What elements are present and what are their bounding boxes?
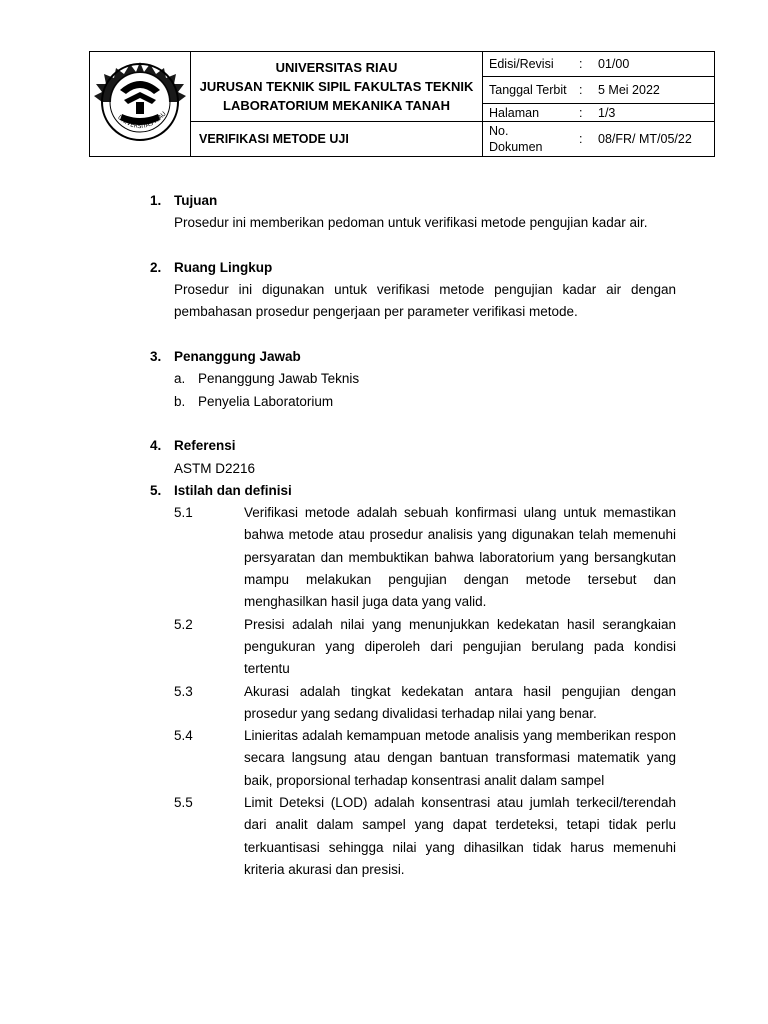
section-title: Penanggung Jawab: [174, 349, 301, 365]
list-letter: b.: [174, 393, 186, 409]
logo-text: UNIVERSITAS RIAU: [116, 110, 168, 131]
section-number: 2.: [150, 259, 162, 275]
definition-number: 5.1: [174, 505, 193, 521]
list-item: [150, 391, 676, 413]
meta-issue-date: [483, 77, 714, 104]
document-meta: [483, 52, 714, 156]
definition-text: Akurasi adalah tingkat kedekatan antara hasil pengujian dengan prosedur yang sedang divalidasi terhadap nilai yang benar.: [244, 683, 676, 721]
section-title: Tujuan: [174, 193, 218, 208]
definition-text: Limit Deteksi (LOD) adalah konsentrasi atau jumlah terkecil/terendah dari analit dalam sampel yang dapat terdeteksi, tetapi tidak perlu terkuantisasi sehingga nilai yang dihasilkan tidak harus memenuhi kriteria akurasi dan presisi.: [244, 795, 676, 877]
document-header: [89, 51, 715, 157]
section-number: 5.: [150, 482, 162, 498]
section-heading: [150, 480, 676, 502]
definition-item: [150, 614, 676, 681]
meta-value: 5 Mei 2022: [598, 83, 660, 97]
meta-edition: [483, 52, 714, 77]
meta-value: 01/00: [598, 57, 630, 71]
section-heading: [150, 435, 676, 457]
meta-page: [483, 104, 714, 122]
section-scope: [150, 257, 676, 324]
meta-label: Halaman: [489, 105, 540, 120]
list-text: Penyelia Laboratorium: [198, 393, 334, 409]
meta-value: 08/FR/ MT/05/22: [598, 132, 692, 146]
section-reference: [150, 435, 676, 480]
meta-colon: :: [579, 132, 583, 146]
definition-number: 5.5: [174, 795, 193, 811]
definition-item: [150, 681, 676, 726]
definition-item: [150, 502, 676, 613]
section-heading: [150, 257, 676, 279]
section-heading: [150, 190, 676, 212]
section-title: Referensi: [174, 438, 236, 454]
section-title: Istilah dan definisi: [174, 482, 292, 498]
definition-number: 5.3: [174, 683, 193, 699]
meta-colon: :: [579, 83, 583, 97]
section-number: 3.: [150, 349, 162, 365]
meta-document-number: [483, 122, 714, 156]
meta-label-line2: Dokumen: [489, 140, 543, 154]
meta-colon: :: [579, 57, 583, 71]
institution-title: [191, 52, 483, 122]
definition-item: [150, 792, 676, 881]
list-text: Penanggung Jawab Teknis: [198, 371, 360, 387]
definition-number: 5.2: [174, 616, 193, 632]
definition-text: Linieritas adalah kemampuan metode analisis yang memberikan respon secara langsung atau dengan bantuan transformasi matematik yang baik, proporsional terhadap konsentrasi analit dalam sampel: [244, 728, 676, 788]
section-responsible: [150, 346, 676, 413]
section-definitions: [150, 480, 676, 881]
department-name: JURUSAN TEKNIK SIPIL FAKULTAS TEKNIK: [199, 79, 474, 94]
meta-label: Edisi/Revisi: [489, 57, 554, 71]
meta-colon: :: [579, 105, 583, 120]
laboratory-name: LABORATORIUM MEKANIKA TANAH: [223, 98, 450, 113]
meta-label: [489, 123, 543, 155]
meta-label: Tanggal Terbit: [489, 83, 567, 97]
logo-cell: [90, 52, 191, 156]
section-number: 4.: [150, 438, 162, 454]
list-letter: a.: [174, 371, 186, 387]
definition-text: Verifikasi metode adalah sebuah konfirmasi ulang untuk memastikan bahwa metode atau prosedur analisis yang digunakan telah memenuhi persyaratan dan membuktikan bahwa laboratorium yang bersangkutan mampu melakukan pengujian dengan metode tersebut dan menghasilkan hasil juga data yang valid.: [244, 505, 676, 610]
university-logo: [90, 52, 191, 156]
section-text: Prosedur ini digunakan untuk verifikasi metode pengujian kadar air dengan pembahasan prosedur pengerjaan per parameter verifikasi metode.: [174, 282, 676, 320]
section-text: Prosedur ini memberikan pedoman untuk verifikasi metode pengujian kadar air.: [174, 215, 648, 231]
section-number: 1.: [150, 193, 162, 208]
section-title: Ruang Lingkup: [174, 259, 273, 275]
document-title: VERIFIKASI METODE UJI: [191, 122, 483, 156]
university-name: UNIVERSITAS RIAU: [275, 60, 398, 75]
section-heading: [150, 346, 676, 368]
section-text: ASTM D2216: [174, 460, 256, 476]
definition-number: 5.4: [174, 728, 193, 744]
document-body: [150, 190, 676, 881]
meta-value: 1/3: [598, 105, 616, 120]
definition-text: Presisi adalah nilai yang menunjukkan kedekatan hasil serangkaian pengukuran yang diperoleh dari pengujian berulang pada kondisi tertentu: [244, 616, 676, 677]
definition-item: [150, 725, 676, 792]
list-item: [150, 368, 676, 390]
section-purpose: [150, 190, 676, 235]
meta-label-line1: No.: [489, 124, 509, 138]
